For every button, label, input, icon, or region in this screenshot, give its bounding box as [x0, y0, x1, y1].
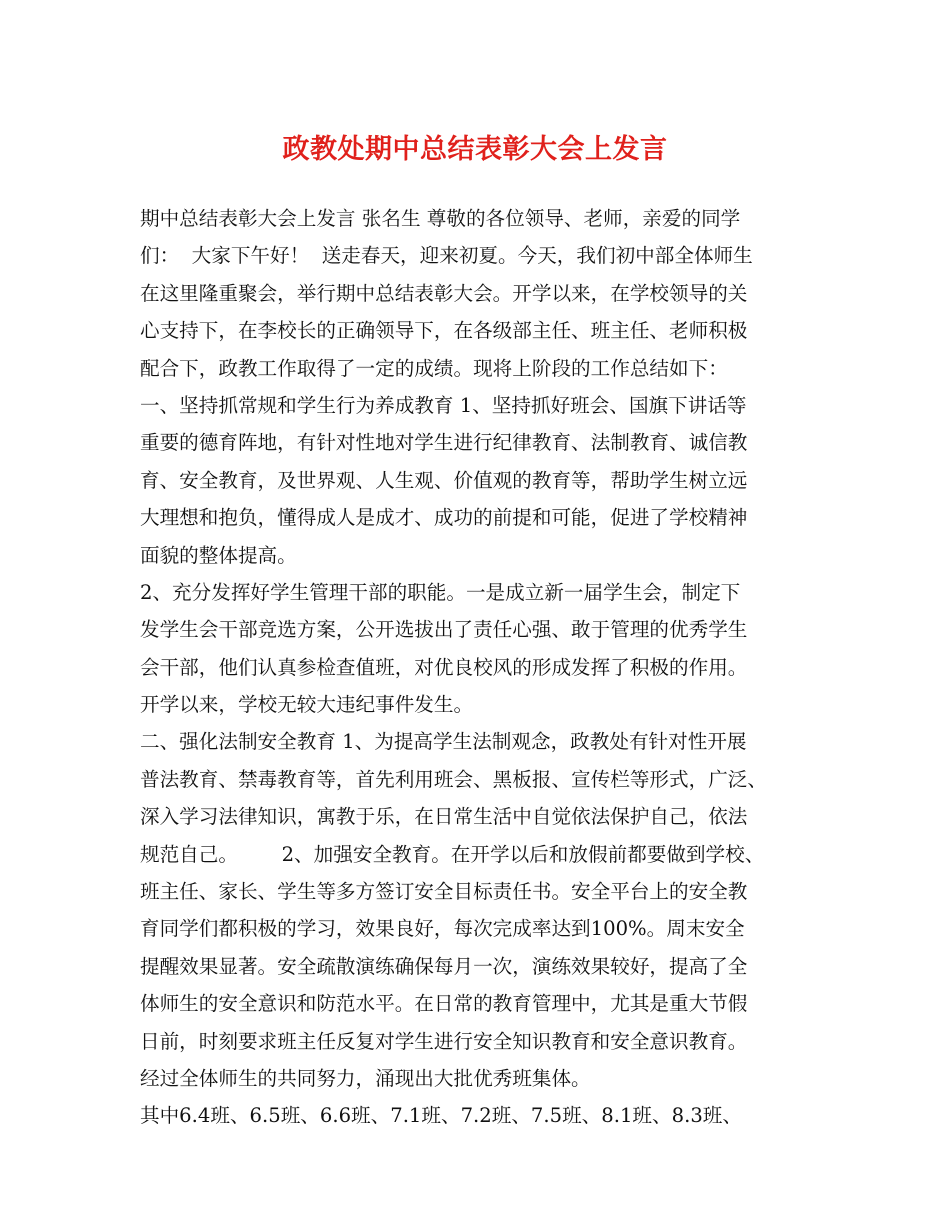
- body-line: 大理想和抱负，懂得成人是成才、成功的前提和可能，促进了学校精神: [140, 506, 748, 530]
- body-line: 在这里隆重聚会，举行期中总结表彰大会。开学以来，在学校领导的关: [140, 281, 748, 305]
- body-line: 会干部，他们认真参检查值班，对优良校风的形成发挥了积极的作用。: [140, 655, 748, 679]
- body-line: 心支持下，在李校长的正确领导下，在各级部主任、班主任、老师积极: [140, 319, 748, 343]
- body-line: 二、强化法制安全教育 1、为提高学生法制观念，政教处有针对性开展: [140, 730, 747, 754]
- body-line: 育、安全教育，及世界观、人生观、价值观的教育等，帮助学生树立远: [140, 468, 748, 492]
- body-line: 深入学习法律知识，寓教于乐，在日常生活中自觉依法保护自己，依法: [140, 805, 748, 829]
- body-line: 发学生会干部竞选方案，公开选拔出了责任心强、敢于管理的优秀学生: [140, 618, 748, 642]
- body-line: 日前，时刻要求班主任反复对学生进行安全知识教育和安全意识教育。: [140, 1029, 748, 1053]
- document-title: 政教处期中总结表彰大会上发言: [282, 134, 668, 165]
- body-line: 一、坚持抓常规和学生行为养成教育 1、坚持抓好班会、国旗下讲话等: [140, 393, 747, 417]
- body-line: 规范自己。 2、加强安全教育。在开学以后和放假前都要做到学校、: [140, 842, 765, 866]
- body-line: 配合下，政教工作取得了一定的成绩。现将上阶段的工作总结如下：: [140, 356, 728, 380]
- body-line: 体师生的安全意识和防范水平。在日常的教育管理中，尤其是重大节假: [140, 992, 748, 1016]
- body-line: 育同学们都积极的学习，效果良好，每次完成率达到100%。周末安全: [140, 917, 745, 941]
- body-line: 2、充分发挥好学生管理干部的职能。一是成立新一届学生会，制定下: [140, 580, 741, 604]
- body-line: 经过全体师生的共同努力，涌现出大批优秀班集体。: [140, 1066, 591, 1090]
- body-line: 班主任、家长、学生等多方签订安全目标责任书。安全平台上的安全教: [140, 880, 748, 904]
- document-body: [140, 200, 820, 1135]
- body-line: 们： 大家下午好！ 送走春天，迎来初夏。今天，我们初中部全体师生: [140, 244, 753, 268]
- body-line: 提醒效果显著。安全疏散演练确保每月一次，演练效果较好，提高了全: [140, 954, 748, 978]
- body-line: 其中6.4班、6.5班、6.6班、7.1班、7.2班、7.5班、8.1班、8.3班、: [140, 1104, 742, 1128]
- body-line: 开学以来，学校无较大违纪事件发生。: [140, 693, 474, 717]
- body-line: 期中总结表彰大会上发言 张名生 尊敬的各位领导、老师，亲爱的同学: [140, 207, 741, 230]
- body-line: 重要的德育阵地，有针对性地对学生进行纪律教育、法制教育、诚信教: [140, 431, 748, 455]
- body-line: 面貌的整体提高。: [140, 543, 297, 567]
- body-line: 普法教育、禁毒教育等，首先利用班会、黑板报、宣传栏等形式，广泛、: [140, 767, 767, 791]
